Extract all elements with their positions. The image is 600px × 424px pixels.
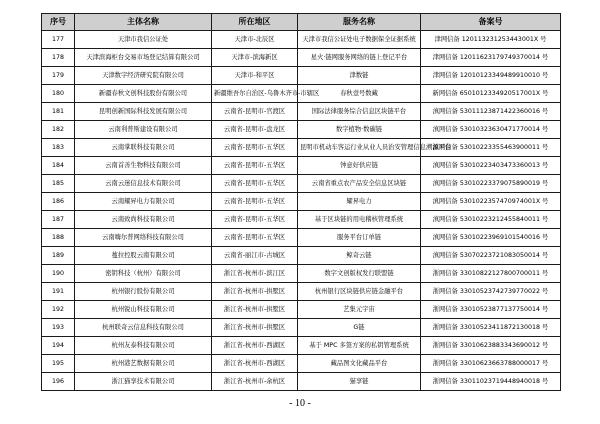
cell-entity-name: 密钥科技（杭州）有限公司 (75, 265, 212, 283)
cell-index: 186 (42, 193, 75, 211)
table-row (42, 193, 561, 211)
cell-filing-number: 滇网信备 53010323630471770014 号 (421, 121, 561, 139)
page-number: - 10 - (289, 398, 311, 409)
cell-entity-name: 浙江猫享技术有限公司 (75, 373, 212, 391)
cell-region: 浙江省-杭州市-拱墅区 (212, 319, 298, 337)
cell-region: 天津市-和平区 (212, 67, 298, 85)
cell-region: 天津市-北辰区 (212, 31, 298, 49)
cell-region: 新疆维吾尔自治区-乌鲁木齐市-市辖区 (212, 85, 298, 103)
cell-service-name: 杭州银行区块链供应链金融平台 (298, 283, 421, 301)
cell-entity-name: 云南云迷信息技术有限公司 (75, 175, 212, 193)
cell-region: 天津市-滨海新区 (212, 49, 298, 67)
table-row (42, 31, 561, 49)
cell-region: 云南省-丽江市-古城区 (212, 247, 298, 265)
table-row (42, 85, 561, 103)
cell-index: 185 (42, 175, 75, 193)
cell-region: 浙江省-杭州市-拱墅区 (212, 301, 298, 319)
cell-region: 浙江省-杭州市-西湖区 (212, 355, 298, 373)
cell-filing-number: 浙网信备 33010623663788000017 号 (421, 355, 561, 373)
table-row (42, 157, 561, 175)
cell-entity-name: 杭州锐山科技有限公司 (75, 301, 212, 319)
cell-filing-number: 津网信备 12011623179749370014 号 (421, 49, 561, 67)
cell-index: 182 (42, 121, 75, 139)
cell-region: 云南省-昆明市-五华区 (212, 193, 298, 211)
table-body (42, 31, 561, 391)
cell-service-name: 艺集元宇宙 (298, 301, 421, 319)
cell-service-name: 国际法律服务综合信息区块链平台 (298, 103, 421, 121)
table-header (42, 14, 561, 31)
cell-filing-number: 浙网信备 33010523877137750014 号 (421, 301, 561, 319)
cell-filing-number: 滇网信备 53010223379075890019 号 (421, 175, 561, 193)
cell-service-name: 基于区块链的用电稽核管理系统 (298, 211, 421, 229)
cell-service-name: 藏品图文化藏品平台 (298, 355, 421, 373)
cell-filing-number: 滇网信备 53010223403473360013 号 (421, 157, 561, 175)
cell-entity-name: 云南嗨尔普网络科技有限公司 (75, 229, 212, 247)
cell-filing-number: 滇网信备 53010223969101540016 号 (421, 229, 561, 247)
cell-entity-name: 杭州友泰科技有限公司 (75, 337, 212, 355)
cell-service-name: 天津市我信公证处电子数据保全证据系统 (298, 31, 421, 49)
cell-entity-name: 云南利普斯建设有限公司 (75, 121, 212, 139)
cell-index: 183 (42, 139, 75, 157)
table-row (42, 373, 561, 391)
cell-entity-name: 云南首善生物科技有限公司 (75, 157, 212, 175)
header-filing-number: 备案号 (421, 14, 561, 31)
registry-table (41, 13, 561, 391)
cell-service-name: G链 (298, 319, 421, 337)
cell-filing-number: 滇网信备 53010223574709740​01X 号 (421, 193, 561, 211)
cell-entity-name: 昆明创新国际科技发展有限公司 (75, 103, 212, 121)
cell-region: 浙江省-杭州市-滨江区 (212, 265, 298, 283)
cell-service-name: 云南省重点农产品安全信息区块链 (298, 175, 421, 193)
table-row (42, 265, 561, 283)
cell-index: 190 (42, 265, 75, 283)
cell-filing-number: 浙网信备 33010623883343690012 号 (421, 337, 561, 355)
cell-filing-number: 浙网信备 33010523411872130018 号 (421, 319, 561, 337)
table-row (42, 211, 561, 229)
cell-index: 196 (42, 373, 75, 391)
cell-service-name: 鲸奇云链 (298, 247, 421, 265)
cell-region: 浙江省-杭州市-西湖区 (212, 337, 298, 355)
cell-index: 180 (42, 85, 75, 103)
header-entity-name: 主体名称 (75, 14, 212, 31)
cell-region: 浙江省-杭州市-余杭区 (212, 373, 298, 391)
cell-filing-number: 滇网信备 53011123871422360016 号 (421, 103, 561, 121)
cell-filing-number: 滇网信备 53010223212455840011 号 (421, 211, 561, 229)
cell-index: 189 (42, 247, 75, 265)
header-row (42, 14, 561, 31)
cell-index: 195 (42, 355, 75, 373)
cell-filing-number: 浙网信备 33010523742739770022 号 (421, 283, 561, 301)
cell-entity-name: 新疆春秋文创科技股份有限公司 (75, 85, 212, 103)
cell-entity-name: 天津市我信公证处 (75, 31, 212, 49)
cell-region: 云南省-昆明市-盘龙区 (212, 121, 298, 139)
cell-index: 194 (42, 337, 75, 355)
cell-service-name: 春秋壹号数藏 (298, 85, 421, 103)
table-row (42, 301, 561, 319)
cell-service-name: 耀昇电力 (298, 193, 421, 211)
cell-service-name: 猫享链 (298, 373, 421, 391)
header-service-name: 服务名称 (298, 14, 421, 31)
cell-index: 179 (42, 67, 75, 85)
cell-index: 187 (42, 211, 75, 229)
table-row (42, 337, 561, 355)
cell-index: 181 (42, 103, 75, 121)
cell-index: 177 (42, 31, 75, 49)
table-row (42, 247, 561, 265)
cell-service-name: 基于 MPC 多签方案的私钥管理系统 (298, 337, 421, 355)
cell-entity-name: 杭州港艺数据有限公司 (75, 355, 212, 373)
cell-service-name: 星火·链网服务网络的链上登记平台 (298, 49, 421, 67)
cell-entity-name: 云南掌联科技有限公司 (75, 139, 212, 157)
cell-filing-number: 浙网信备 33011023719448940018 号 (421, 373, 561, 391)
cell-entity-name: 杭州银行股份有限公司 (75, 283, 212, 301)
cell-filing-number: 滇网信备 53070223721083050014 号 (421, 247, 561, 265)
header-region: 所在地区 (212, 14, 298, 31)
cell-index: 191 (42, 283, 75, 301)
cell-service-name: 钟意好供应链 (298, 157, 421, 175)
cell-filing-number: 新网信备 65010123349205170​01X 号 (421, 85, 561, 103)
cell-filing-number: 津网信备 12011323125344300​1X 号 (421, 31, 561, 49)
cell-index: 193 (42, 319, 75, 337)
cell-service-name: 津数链 (298, 67, 421, 85)
cell-region: 云南省-昆明市-五华区 (212, 157, 298, 175)
table-row (42, 355, 561, 373)
table-row (42, 283, 561, 301)
cell-region: 云南省-昆明市-五华区 (212, 139, 298, 157)
cell-index: 178 (42, 49, 75, 67)
table-row (42, 319, 561, 337)
table-row (42, 121, 561, 139)
cell-entity-name: 杭州联奇云信息科技有限公司 (75, 319, 212, 337)
table-row (42, 49, 561, 67)
cell-region: 云南省-昆明市-五华区 (212, 229, 298, 247)
table-row (42, 67, 561, 85)
cell-entity-name: 蔓拉控股云南有限公司 (75, 247, 212, 265)
cell-region: 浙江省-杭州市-拱墅区 (212, 283, 298, 301)
cell-filing-number: 滇网信备 53010223355463900011 号 (421, 139, 561, 157)
cell-index: 192 (42, 301, 75, 319)
cell-filing-number: 浙网信备 33010822127800700011 号 (421, 265, 561, 283)
cell-entity-name: 云南致尚科技有限公司 (75, 211, 212, 229)
cell-entity-name: 天津数字经济研究院有限公司 (75, 67, 212, 85)
cell-service-name: 数字植物·数碳链 (298, 121, 421, 139)
table-row (42, 175, 561, 193)
cell-region: 云南省-昆明市-五华区 (212, 211, 298, 229)
cell-region: 云南省-昆明市-官渡区 (212, 103, 298, 121)
table-row (42, 229, 561, 247)
cell-service-name: 数字文创版权发行联盟链 (298, 265, 421, 283)
cell-index: 188 (42, 229, 75, 247)
cell-entity-name: 天津滨海柜台交易市场登记结算有限公司 (75, 49, 212, 67)
cell-region: 云南省-昆明市-五华区 (212, 175, 298, 193)
cell-filing-number: 津网信备 12010123349489910010 号 (421, 67, 561, 85)
cell-entity-name: 云南耀昇电力有限公司 (75, 193, 212, 211)
cell-service-name: 昆明市机动车客运行业从业人员治安管理信息溯源平台 (298, 139, 421, 157)
table-row (42, 139, 561, 157)
table-row (42, 103, 561, 121)
header-index: 序号 (42, 14, 75, 31)
cell-service-name: 服务平台订单链 (298, 229, 421, 247)
cell-index: 184 (42, 157, 75, 175)
